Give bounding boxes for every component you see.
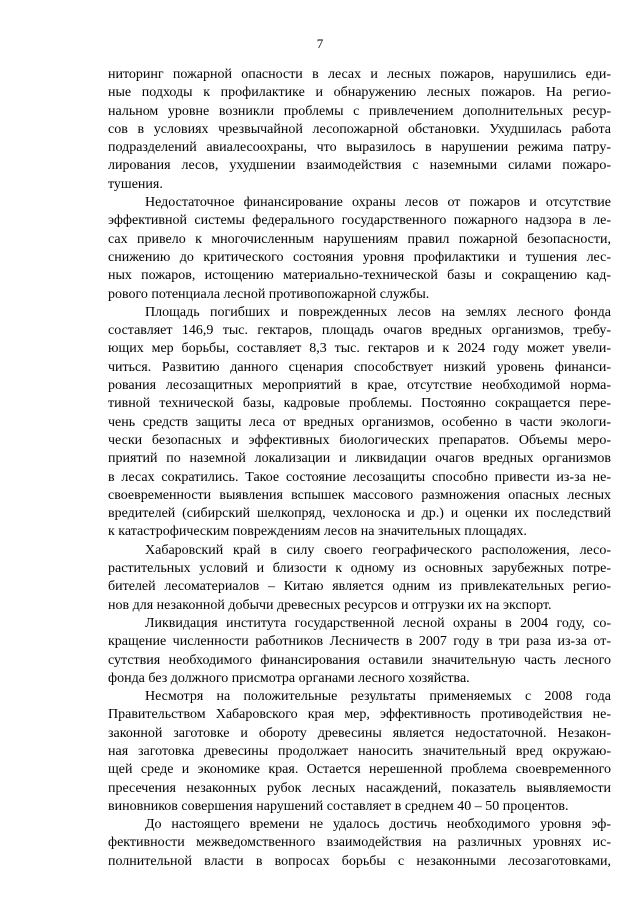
text-line: ющих мер борьбы, составляет 8,3 тыс. гектаров и к 2024 году может увели-	[108, 341, 611, 357]
text-line: ные подходы к профилактике и обнаружению лесных пожаров. На регио-	[108, 85, 611, 101]
text-line: законной заготовке и обороту древесины является недостаточной. Незакон-	[108, 725, 611, 741]
text-line: вредителей (сибирский шелкопряд, чехлоноска и др.) и оценки их последствий	[108, 506, 611, 522]
text-line: полнительной власти в вопросах борьбы с незаконными лесозаготовками,	[108, 853, 611, 869]
text-line: своевременности выявления вспышек массового размножения опасных лесных	[108, 487, 611, 503]
text-line: читься. Развитию данного сценария способствует низкий уровень финанси-	[108, 359, 611, 375]
text-line: Хабаровский край в силу своего географического расположения, лесо-	[145, 542, 611, 558]
page-number: 7	[316, 36, 324, 51]
text-line: Правительством Хабаровского края мер, эффективность противодействия не-	[108, 707, 611, 723]
text-line: Несмотря на положительные результаты применяемых с 2008 года	[145, 689, 611, 705]
text-line: сов в условиях чрезвычайной лесопожарной обстановки. Ухудшилась работа	[108, 121, 611, 137]
text-line: щей среде и экономике края. Остается нерешенной проблема своевременного	[108, 762, 611, 778]
text-line: пресечения незаконных рубок лесных насаждений, показатель выявляемости	[108, 780, 611, 796]
text-line: Ликвидация института государственной лесной охраны в 2004 году, со-	[145, 615, 611, 631]
text-line: снижению до критического состояния уровня профилактики и тушения лес-	[108, 249, 611, 265]
text-line: бителей лесоматериалов – Китаю является одним из привлекательных регио-	[108, 579, 611, 595]
text-line: лирования лесов, ухудшении взаимодействия с наземными силами пожаро-	[108, 158, 611, 174]
text-line: составляет 146,9 тыс. гектаров, площадь очагов вредных организмов, требу-	[108, 323, 611, 339]
text-line: чень средств защиты леса от вредных организмов, особенно в части экологи-	[108, 414, 611, 430]
text-line: чески безопасных и эффективных биологических препаратов. Объемы меро-	[108, 432, 611, 448]
text-line: виновников совершения нарушений составляет в среднем 40 – 50 процентов.	[108, 798, 569, 814]
text-line: фективности межведомственного взаимодействия на различных уровнях ис-	[108, 835, 611, 851]
body-text	[108, 66, 611, 871]
text-line: приятий по наземной локализации и ликвидации очагов вредных организмов	[108, 451, 611, 467]
text-line: тушения.	[108, 176, 163, 192]
text-line: рового потенциала лесной противопожарной службы.	[108, 286, 430, 302]
paragraph	[108, 66, 611, 194]
paragraph	[108, 194, 611, 304]
paragraph	[108, 542, 611, 615]
paragraph	[108, 816, 611, 871]
text-line: тивной технической базы, кадровые проблемы. Постоянно сокращается пере-	[108, 396, 611, 412]
text-line: эффективной системы федерального государственного пожарного надзора в ле-	[108, 213, 611, 229]
text-line: сах привело к многочисленным нарушениям правил пожарной безопасности,	[108, 231, 611, 247]
text-line: растительных условий и близости к одному из основных зарубежных потре-	[108, 561, 611, 577]
text-line: ниторинг пожарной опасности в лесах и лесных пожаров, нарушились еди-	[108, 67, 611, 82]
text-line: До настоящего времени не удалось достичь необходимого уровня эф-	[145, 817, 611, 833]
text-line: нов для незаконной добычи древесных ресурсов и отгрузки их на экспорт.	[108, 597, 552, 613]
text-line: фонда без должного присмотра органами лесного хозяйства.	[108, 670, 470, 686]
text-line: к катастрофическим повреждениям лесов на значительных площадях.	[108, 524, 527, 540]
text-line: ная заготовка древесины продолжает наносить значительный вред окружаю-	[108, 743, 611, 759]
text-line: Недостаточное финансирование охраны лесов от пожаров и отсутствие	[145, 195, 611, 211]
text-line: ных пожаров, истощению материально-технической базы и сокращению кад-	[108, 268, 611, 284]
text-line: кращение численности работников Лесничеств в 2007 году в три раза из-за от-	[108, 634, 611, 650]
text-line: рования лесозащитных мероприятий в крае, отсутствие необходимой норма-	[108, 378, 611, 394]
text-line: нальном уровне возникли проблемы с привлечением дополнительных ресур-	[108, 103, 611, 119]
paragraph	[108, 688, 611, 816]
text-line: в лесах сократились. Такое состояние лесозащиты способно привести из-за не-	[108, 469, 611, 485]
text-line: подразделений авиалесоохраны, что выразилось в нарушении режима патру-	[108, 140, 611, 156]
paragraph	[108, 304, 611, 542]
paragraph	[108, 615, 611, 688]
text-line: сутствия необходимого финансирования оставили значительную часть лесного	[108, 652, 611, 668]
text-line: Площадь погибших и поврежденных лесов на землях лесного фонда	[145, 304, 611, 320]
